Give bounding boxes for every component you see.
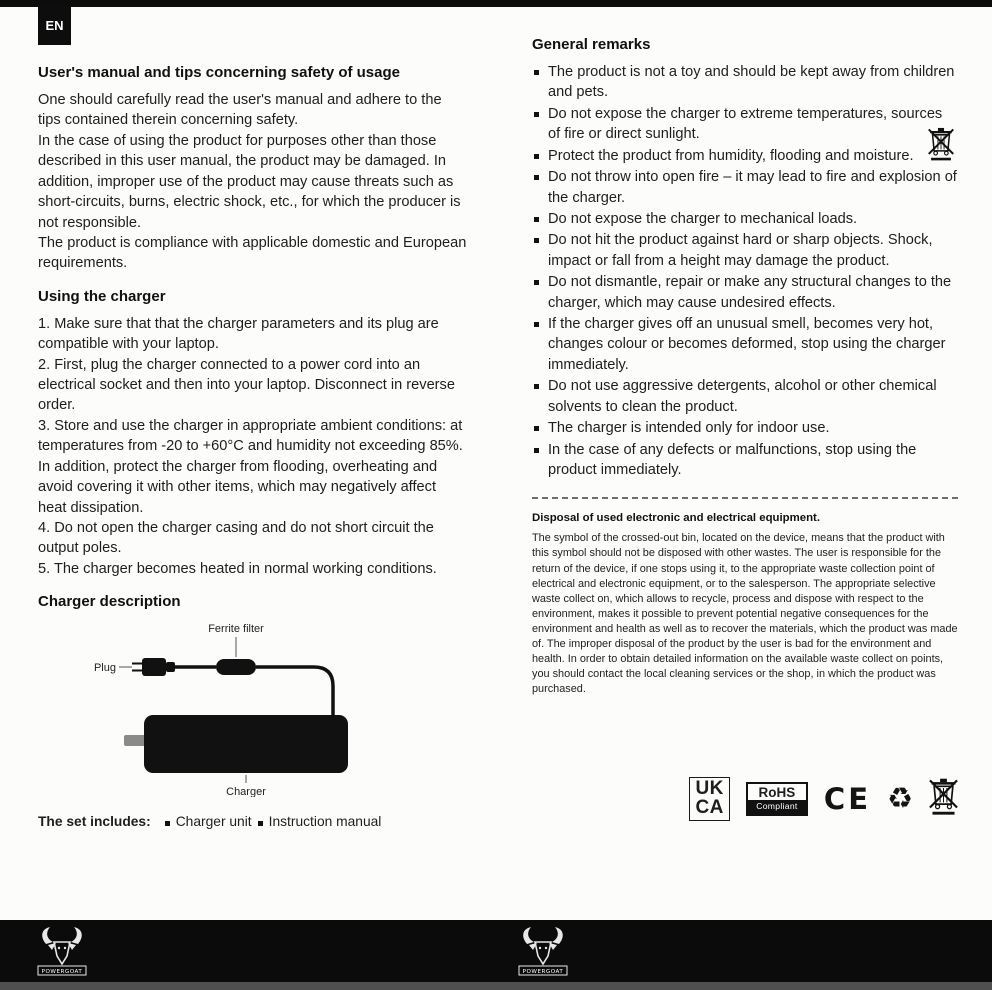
safety-heading: User's manual and tips concerning safety of usage (38, 64, 400, 81)
ukca-top-text: UK (695, 778, 724, 800)
safety-line: The product is compliance with applicable domestic and European requirements. (38, 234, 467, 272)
powergoat-logo (36, 926, 88, 981)
remark-item: The charger is intended only for indoor use. (532, 418, 958, 438)
dashed-separator (532, 497, 958, 499)
using-step: 5. The charger becomes heated in normal working conditions. (38, 560, 437, 577)
charger-diagram (86, 619, 468, 802)
plug-shape (142, 658, 166, 676)
using-step: 1. Make sure that that the charger parameters and its plug are compatible with your laptop. (38, 315, 439, 353)
remark-item: Do not use aggressive detergents, alcohol or other chemical solvents to clean the product. (532, 376, 958, 417)
set-includes-item: Charger unit (175, 814, 252, 830)
plug-label: Plug (93, 662, 116, 675)
remark-item: If the charger gives off an unusual smell, becomes very hot, changes colour or becomes deformed, stop using the charger immediately. (532, 314, 958, 375)
remark-item: In the case of any defects or malfunctions, stop using the product immediately. (532, 440, 958, 481)
ce-mark: CE (823, 781, 871, 816)
powergoat-logo (517, 926, 569, 981)
set-includes-row (38, 814, 468, 829)
footer-bar (0, 920, 992, 982)
charger-label: Charger (226, 786, 266, 798)
set-includes-item: Instruction manual (268, 814, 382, 830)
safety-line: In the case of using the product for purposes other than those described in this user manual, the product may be damaged. In addition, improper use of the product may cause threats such as short-circuits, burns, electric shock, etc., for which the producer is not responsible. (38, 132, 461, 231)
using-steps (38, 314, 468, 579)
using-step: 3. Store and use the charger in appropriate ambient conditions: at temperatures from -20 to +60°C and humidity not exceeding 85%. In addition, protect the charger from flooding, overheating and avoid covering it with other items, which may negatively affect heat dissipation. (38, 417, 463, 516)
set-includes-label: The set includes: (38, 814, 151, 830)
rohs-mark (746, 782, 808, 816)
remark-item: Do not hit the product against hard or sharp objects. Shock, impact or fall from a height may damage the product. (532, 230, 958, 271)
left-column (38, 64, 468, 829)
remark-item: Do not dismantle, repair or make any structural changes to the charger, which may cause undesired effects. (532, 272, 958, 313)
charger-brick-shape (144, 715, 348, 773)
weee-bin-icon (929, 777, 958, 821)
using-heading: Using the charger (38, 287, 166, 305)
square-bullet-icon (165, 821, 170, 826)
certification-marks-row (532, 777, 958, 821)
remark-item: Do not throw into open fire – it may lead to fire and explosion of the charger. (532, 167, 958, 208)
square-bullet-icon (258, 821, 263, 826)
brand-text: POWERGOAT (522, 969, 564, 975)
recycle-icon: ♻ (887, 781, 913, 816)
remark-item: Do not expose the charger to mechanical loads. (532, 209, 958, 229)
remark-item: Do not expose the charger to extreme temperatures, sources of fire or direct sunlight. (532, 104, 958, 145)
top-scan-edge (0, 0, 992, 7)
brand-text: POWERGOAT (41, 969, 83, 975)
disposal-text: The symbol of the crossed-out bin, located on the device, means that the product with this symbol should not be disposed with other wastes. The user is responsible for the return of the device, if one stops using it, to the appropriate waste collection point of electrical and electronic equipment, or to the salesperson. The appropriate selective waste collect on, which allows to recycle, process and dispose with respect to the environment, makes it possible to prevent potential negative consequences for the environment and health as well as to recover the materials, which the product was made of. The improper disposal of the product by the user is bad for the environment and health. In order to obtain detailed information on the available waste collect on points, you should contact the local cleaning services or the shop, in which the product was purchased. (532, 532, 958, 695)
rohs-compliant-label: Compliant (748, 800, 806, 814)
rohs-label: RoHS (758, 784, 796, 800)
safety-paragraph (38, 90, 468, 274)
bottom-scan-edge (0, 982, 992, 990)
safety-line: One should carefully read the user's manual and adhere to the tips contained therein concerning safety. (38, 92, 442, 129)
general-remarks-heading: General remarks (532, 36, 651, 53)
remark-item: Protect the product from humidity, flooding and moisture. (532, 146, 958, 166)
using-step: 4. Do not open the charger casing and do not short circuit the output poles. (38, 520, 434, 557)
language-badge: EN (38, 5, 71, 45)
description-heading: Charger description (38, 593, 181, 611)
right-column (532, 36, 958, 821)
ferrite-filter-shape (216, 659, 256, 675)
ukca-bottom-text: CA (695, 796, 724, 818)
remark-item: The product is not a toy and should be kept away from children and pets. (532, 62, 958, 103)
ukca-mark (689, 777, 729, 820)
general-remarks-list (532, 62, 958, 480)
using-step: 2. First, plug the charger connected to a power cord into an electrical socket and then into your laptop. Disconnect in reverse order. (38, 356, 455, 414)
disposal-heading: Disposal of used electronic and electrical equipment. (532, 512, 821, 525)
ferrite-filter-label: Ferrite filter (208, 623, 264, 636)
